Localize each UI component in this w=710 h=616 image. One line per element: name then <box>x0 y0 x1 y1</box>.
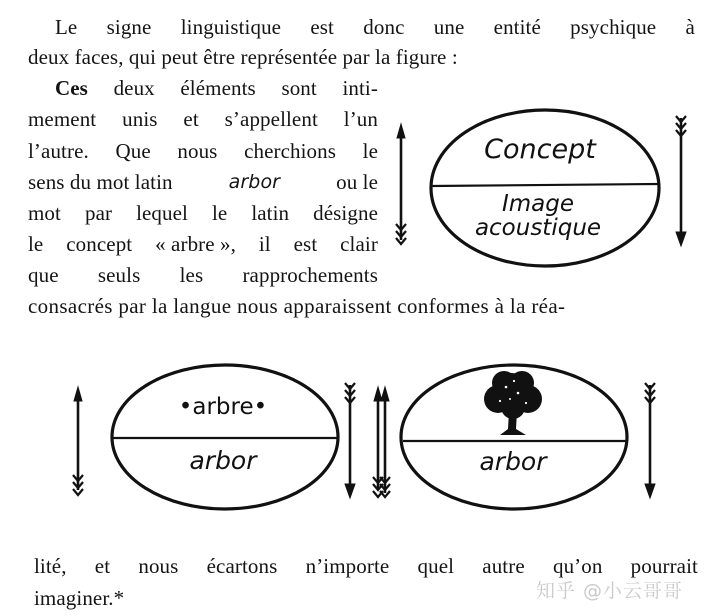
word: psychique <box>570 15 657 39</box>
word: le <box>362 139 378 163</box>
word: est <box>310 15 334 39</box>
word: est <box>293 232 318 256</box>
para2-line8: consacrés par la langue nous apparaissent conformes à la réa- <box>28 294 566 318</box>
up-arrow-icon <box>396 124 406 244</box>
para2-line4 <box>28 169 378 195</box>
word: cherchions <box>244 139 337 163</box>
word: nous <box>177 139 218 163</box>
word: clair <box>340 232 378 256</box>
acoustique-label: acoustique <box>474 215 602 241</box>
tree-diagram <box>370 355 670 520</box>
arbor-label: arbor <box>189 446 257 475</box>
word: unis <box>122 107 158 131</box>
image-label: Image <box>501 191 575 217</box>
word: le <box>28 232 44 256</box>
word: lequel <box>136 201 188 225</box>
word: et <box>183 107 199 131</box>
word: inti- <box>342 76 378 100</box>
word: une <box>433 15 465 39</box>
word: concept <box>66 232 133 256</box>
word: seuls <box>97 263 141 287</box>
word: écartons <box>206 554 278 578</box>
para2-line6 <box>28 231 378 257</box>
word: autre <box>482 554 525 578</box>
arbor-label: arbor <box>479 447 547 476</box>
para1-line2: deux faces, qui peut être représentée par la figure : <box>28 45 458 69</box>
sign-diagram <box>390 100 700 290</box>
up-arrow-icon <box>380 387 390 497</box>
para2-line10: imaginer.* <box>34 586 125 610</box>
word: donc <box>363 15 405 39</box>
word: entité <box>493 15 541 39</box>
word: quel <box>417 554 455 578</box>
word: sont <box>281 76 317 100</box>
word: « arbre », <box>155 232 236 256</box>
word: lité, <box>34 554 67 578</box>
word: l’autre. <box>28 139 89 163</box>
word: les <box>179 263 204 287</box>
para2-line1 <box>55 75 378 101</box>
word: désigne <box>313 201 378 225</box>
arbre-diagram <box>60 355 390 520</box>
down-arrow-icon <box>676 116 686 246</box>
word: qu’on <box>552 554 603 578</box>
down-arrow-icon <box>345 383 355 498</box>
para2-line2 <box>28 106 378 132</box>
word: le <box>211 201 228 225</box>
up-arrow-icon <box>73 387 83 495</box>
word: linguistique <box>180 15 282 39</box>
para1-line1 <box>55 14 695 40</box>
tree-icon <box>484 371 542 435</box>
word-group: sens du mot latin <box>28 170 173 194</box>
word: n’importe <box>305 554 390 578</box>
watermark: 知乎 @小云哥哥 <box>536 580 684 602</box>
word: éléments <box>180 76 256 100</box>
word: à <box>685 15 695 39</box>
para2-line5 <box>28 200 378 226</box>
word: pourrait <box>630 554 698 578</box>
word: et <box>94 554 111 578</box>
para2-line3 <box>28 138 378 164</box>
word: mot <box>28 201 61 225</box>
concept-label: Concept <box>484 134 596 165</box>
arbre-label: •arbre• <box>178 394 268 420</box>
word: Le <box>55 15 78 39</box>
para2-line7 <box>28 262 378 288</box>
italic-word: arbor <box>228 171 281 193</box>
word: latin <box>251 201 290 225</box>
word-group: ou le <box>336 170 378 194</box>
word: Ces <box>55 76 88 100</box>
word: que <box>28 263 59 287</box>
down-arrow-icon <box>645 383 655 498</box>
word: par <box>84 201 113 225</box>
word: signe <box>106 15 152 39</box>
word: mement <box>28 107 97 131</box>
word: il <box>258 232 271 256</box>
word: nous <box>138 554 179 578</box>
word: deux <box>113 76 155 100</box>
word: l’un <box>343 107 378 131</box>
word: Que <box>115 139 151 163</box>
word: rapprochements <box>242 263 378 287</box>
divider-line <box>432 184 658 186</box>
word: s’appellent <box>224 107 318 131</box>
